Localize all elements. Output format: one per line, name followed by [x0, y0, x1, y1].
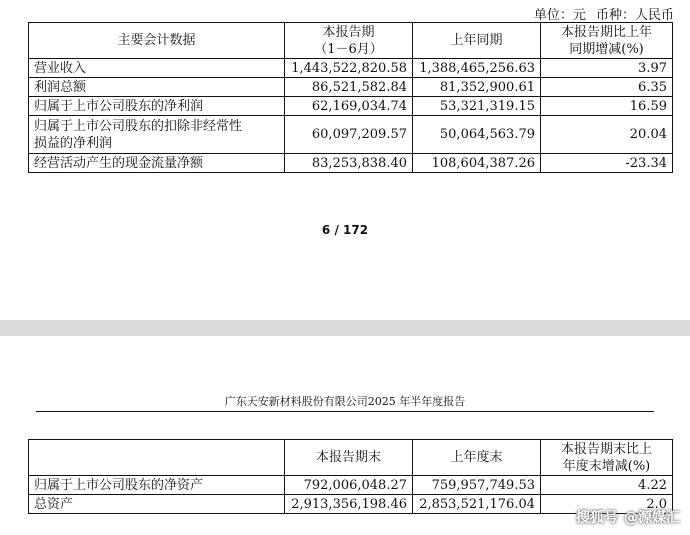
prior-value: 2,853,521,176.04 [413, 495, 541, 514]
header-cell: 上年度末 [413, 440, 541, 476]
header-cell: 本报告期 （1－6月） [285, 23, 413, 59]
table-row [29, 154, 673, 173]
key-accounting-data-table [28, 22, 673, 173]
prior-value: 81,352,900.61 [413, 78, 541, 97]
prior-value: 108,604,387.26 [413, 154, 541, 173]
change-value: 3.97 [541, 59, 673, 78]
header-cell: 本报告期末比上 年度末增减(%) [541, 440, 673, 476]
table-row [29, 97, 673, 116]
change-value: 20.04 [541, 116, 673, 154]
table-row [29, 116, 673, 154]
header-cell [29, 440, 285, 476]
header-cell: 主要会计数据 [29, 23, 285, 59]
header-cell: 本报告期末 [285, 440, 413, 476]
currency-label: 币种：人民币 [595, 8, 674, 23]
current-value: 60,097,209.57 [285, 116, 413, 154]
table-header-row [29, 440, 673, 476]
header-cell: 上年同期 [413, 23, 541, 59]
change-value: 16.59 [541, 97, 673, 116]
current-value: 792,006,048.27 [285, 476, 413, 495]
prior-value: 50,064,563.79 [413, 116, 541, 154]
row-label: 归属于上市公司股东的净资产 [29, 476, 285, 495]
row-label: 营业收入 [29, 59, 285, 78]
current-value: 62,169,034.74 [285, 97, 413, 116]
current-value: 2,913,356,198.46 [285, 495, 413, 514]
change-value: 2.0 [541, 495, 673, 514]
watermark-account: @源媒汇 [624, 510, 680, 526]
report-title: 广东天安新材料股份有限公司2025 年半年度报告 [224, 395, 466, 408]
change-value: -23.34 [541, 154, 673, 173]
row-label: 归属于上市公司股东的净利润 [29, 97, 285, 116]
table-row [29, 78, 673, 97]
report-page-bottom [0, 336, 690, 535]
header-cell: 本报告期比上年 同期增减(%) [541, 23, 673, 59]
row-label: 总资产 [29, 495, 285, 514]
prior-value: 53,321,319.15 [413, 97, 541, 116]
row-label: 经营活动产生的现金流量净额 [29, 154, 285, 173]
row-label: 归属于上市公司股东的扣除非经常性 损益的净利润 [29, 116, 285, 154]
table-header-row [29, 23, 673, 59]
table-row [29, 476, 673, 495]
unit-label: 单位：元 [533, 8, 586, 23]
current-value: 83,253,838.40 [285, 154, 413, 173]
watermark-platform: 搜狐号 [576, 510, 618, 526]
row-label: 利润总额 [29, 78, 285, 97]
net-assets-table [28, 439, 673, 514]
source-watermark [570, 507, 680, 527]
page-separator [0, 320, 690, 336]
table-row [29, 59, 673, 78]
prior-value: 1,388,465,256.63 [413, 59, 541, 78]
page-number: 6 / 172 [321, 223, 369, 237]
prior-value: 759,957,749.53 [413, 476, 541, 495]
unit-currency-line [530, 4, 674, 23]
header-rule [36, 411, 654, 412]
current-value: 1,443,522,820.58 [285, 59, 413, 78]
change-value: 4.22 [541, 476, 673, 495]
current-value: 86,521,582.84 [285, 78, 413, 97]
change-value: 6.35 [541, 78, 673, 97]
